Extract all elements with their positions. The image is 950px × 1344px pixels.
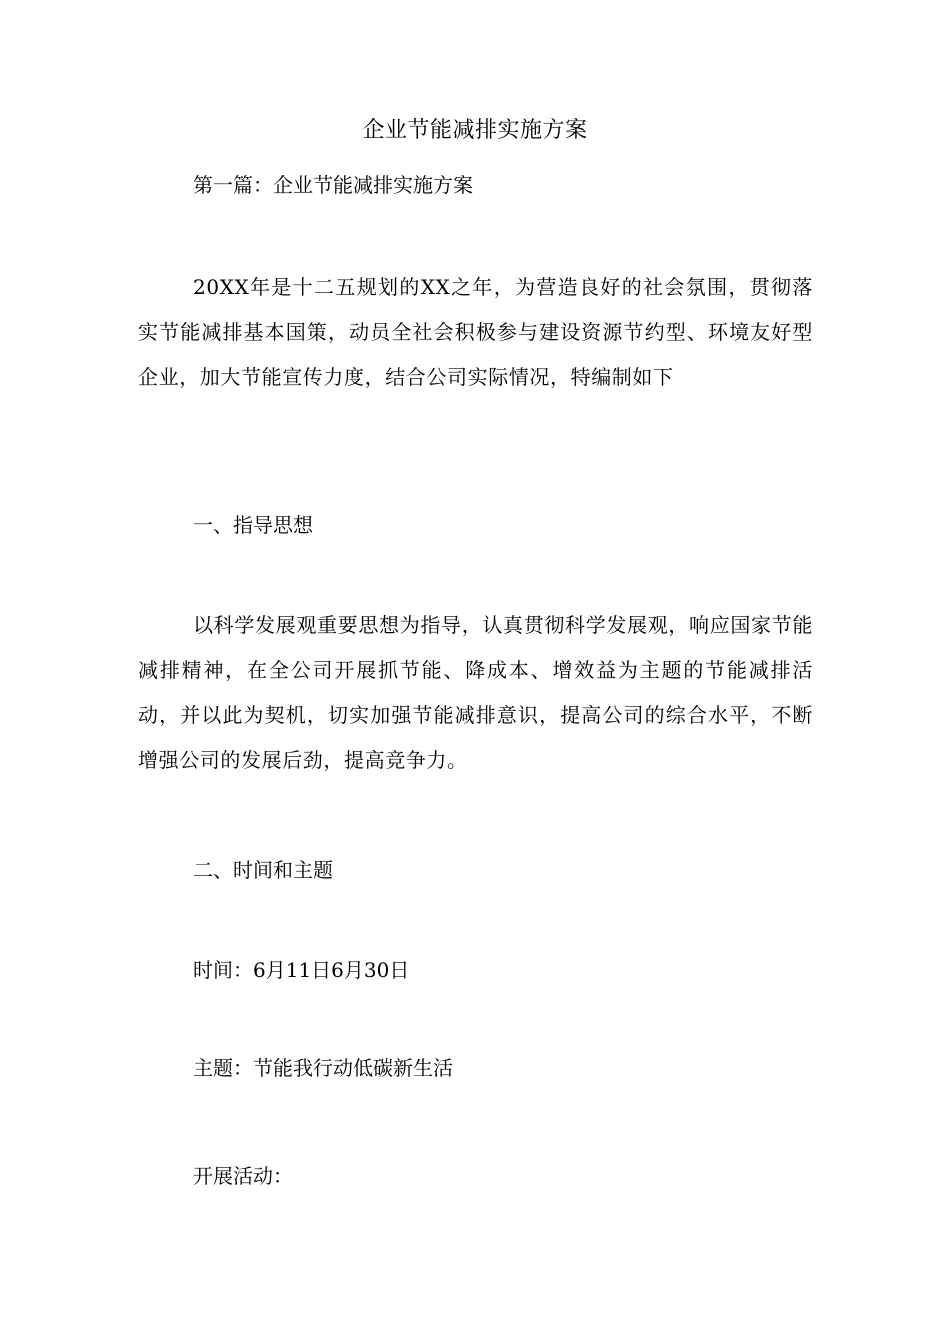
section-heading-guiding-ideology: 一、指导思想 [193,513,313,537]
section-heading-time-and-theme: 二、时间和主题 [193,858,333,882]
time-line: 时间：6月11日6月30日 [193,958,410,982]
document-subtitle: 第一篇：企业节能减排实施方案 [193,173,473,197]
document-title: 企业节能减排实施方案 [362,118,588,143]
activities-line: 开展活动： [193,1164,293,1188]
theme-line: 主题：节能我行动低碳新生活 [193,1056,453,1080]
intro-paragraph: 20XX年是十二五规划的XX之年，为营造良好的社会氛围，贯彻落实节能减排基本国策，动员全社会积极参与建设资源节约型、环境友好型企业，加大节能宣传力度，结合公司实际情况，特编制如下 [138,275,813,389]
guiding-ideology-paragraph: 以科学发展观重要思想为指导，认真贯彻科学发展观，响应国家节能减排精神，在全公司开展抓节能、降成本、增效益为主题的节能减排活动，并以此为契机，切实加强节能减排意识，提高公司的综合水平，不断增强公司的发展后劲，提高竞争力。 [138,613,813,772]
